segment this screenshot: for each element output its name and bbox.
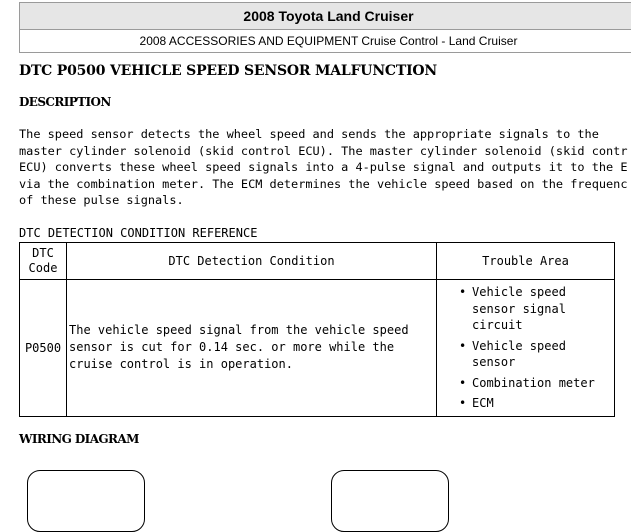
wiring-diagram-heading: WIRING DIAGRAM <box>19 432 139 446</box>
bullet-icon: • <box>459 285 467 299</box>
description-text <box>19 126 631 209</box>
document-header <box>19 2 631 53</box>
header-dtc-code-line2: Code <box>28 261 58 275</box>
header-dtc-code-line1: DTC <box>32 246 54 260</box>
description-line: master cylinder solenoid (skid control ECU). The master cylinder solenoid (skid contr <box>19 143 628 158</box>
table-header-row <box>20 243 615 280</box>
header-dtc-code <box>20 243 67 280</box>
area-line: Vehicle speed <box>472 285 566 299</box>
bullet-icon: • <box>459 338 467 353</box>
document-subtitle: 2008 ACCESSORIES AND EQUIPMENT Cruise Control - Land Cruiser <box>20 30 631 52</box>
table-row <box>20 280 615 417</box>
area-line: circuit <box>472 318 523 332</box>
description-line: via the combination meter. The ECM determines the vehicle speed based on the frequenc <box>19 176 628 191</box>
header-detection-condition: DTC Detection Condition <box>67 243 437 280</box>
condition-line: cruise control is in operation. <box>69 357 293 372</box>
trouble-area-cell <box>437 280 615 417</box>
area-line: sensor signal <box>472 301 566 316</box>
detection-condition-cell <box>67 280 437 417</box>
trouble-area-list <box>437 284 614 412</box>
wiring-component-box-left <box>27 470 145 532</box>
condition-line: The vehicle speed signal from the vehicle speed <box>69 323 409 338</box>
area-line: sensor <box>472 355 516 369</box>
dtc-code-cell: P0500 <box>20 280 67 417</box>
description-line: of these pulse signals. <box>19 193 184 207</box>
description-heading: DESCRIPTION <box>19 95 111 109</box>
dtc-detection-table <box>19 242 615 417</box>
bullet-icon: • <box>459 375 467 390</box>
list-item <box>437 284 614 334</box>
area-line: ECM <box>472 396 494 410</box>
wiring-component-box-right <box>331 470 449 532</box>
bullet-icon: • <box>459 396 467 410</box>
condition-line: sensor is cut for 0.14 sec. or more while the <box>69 340 395 355</box>
dtc-table-caption: DTC DETECTION CONDITION REFERENCE <box>19 226 258 240</box>
header-trouble-area: Trouble Area <box>437 243 615 280</box>
area-line: Vehicle speed <box>472 338 566 353</box>
area-line: Combination meter <box>472 375 595 390</box>
list-item <box>437 395 614 412</box>
list-item <box>437 375 614 392</box>
description-line: The speed sensor detects the wheel speed and sends the appropriate signals to the <box>19 127 599 141</box>
list-item <box>437 338 614 371</box>
description-line: ECU) converts these wheel speed signals into a 4-pulse signal and outputs it to the E <box>19 160 628 174</box>
dtc-title: DTC P0500 VEHICLE SPEED SENSOR MALFUNCTION <box>19 63 438 79</box>
document-title: 2008 Toyota Land Cruiser <box>20 3 631 30</box>
